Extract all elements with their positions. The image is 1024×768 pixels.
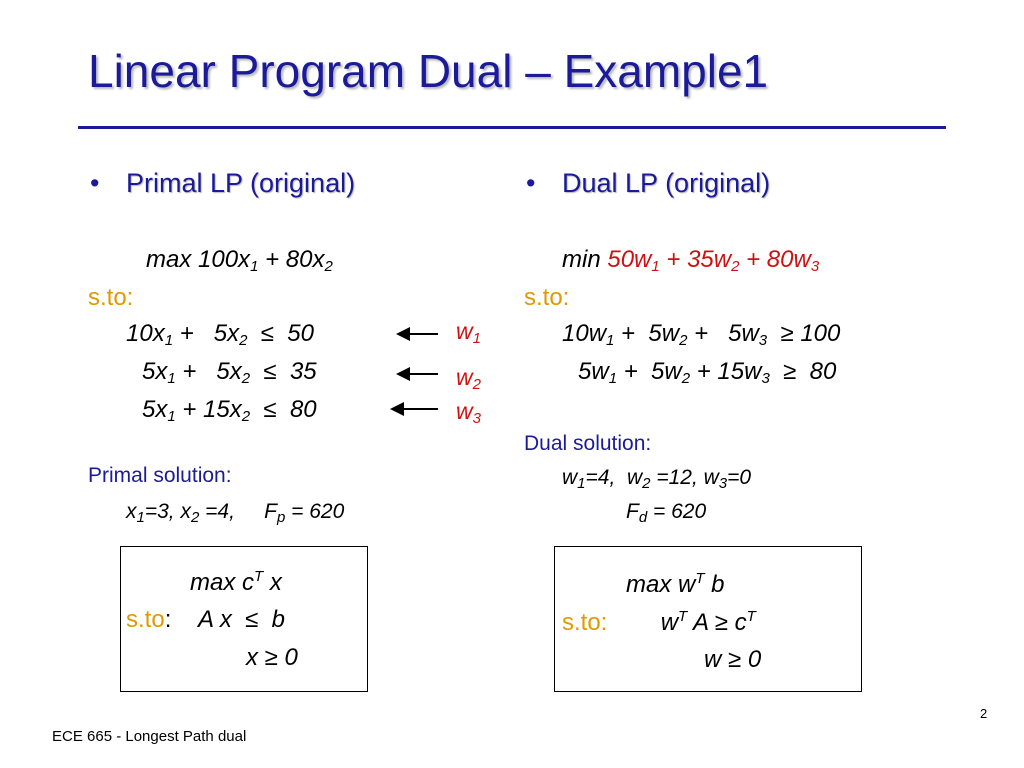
dual-var-w2: $w_2$ bbox=[456, 364, 481, 393]
dual-constraint-1: $10w_1 + 5w_2 + 5w_3 \ge 100$ bbox=[562, 320, 841, 349]
arrow-left-icon bbox=[398, 373, 438, 375]
primal-sto: s.to: bbox=[88, 284, 134, 311]
primal-solution-label: Primal solution: bbox=[88, 464, 232, 487]
dual-heading: Dual LP (original) bbox=[562, 168, 771, 198]
arrow-left-icon bbox=[398, 333, 438, 335]
dual-box-nonneg: w ≥ 0 bbox=[704, 646, 762, 673]
primal-constraint-2: $5x_1 + 5x_2 \le 35$ bbox=[142, 358, 317, 387]
dual-solution-line1: $w_1=4$, $w_2 =12$, $w_3=0$ bbox=[562, 466, 752, 492]
primal-constraint-1: $10x_1 + 5x_2 \le 50$ bbox=[126, 320, 314, 349]
dual-solution-line2: $F_d = 620$ bbox=[626, 500, 707, 526]
dual-box-objective: $\max w^T$ b bbox=[626, 570, 725, 598]
primal-box-objective: $\max c^T$ x bbox=[190, 568, 282, 596]
page-number: 2 bbox=[980, 706, 988, 721]
slide-title: Linear Program Dual – Example1 bbox=[88, 45, 769, 97]
dual-constraint-2: $5w_1 + 5w_2 + 15w_3 \ge 80$ bbox=[578, 358, 837, 387]
primal-objective: $\max 100x_1 + 80x_2$ bbox=[146, 246, 333, 275]
dual-solution-label: Dual solution: bbox=[524, 432, 652, 455]
primal-box-constraint: s.to: A x ≤ b bbox=[126, 606, 286, 633]
dual-sto: s.to: bbox=[524, 284, 570, 311]
dual-box-constraint: s.to: $w^T$ $A \ge c^T$ bbox=[562, 608, 756, 636]
title-underline bbox=[78, 126, 946, 129]
dual-objective: $\min 50w_1 + 35w_2 + 80w_3$ bbox=[562, 246, 820, 275]
primal-solution: $x_1=3$, $x_2 =4$, $F_p = 620$ bbox=[126, 500, 345, 526]
primal-heading: Primal LP (original) bbox=[126, 168, 356, 198]
dual-var-w3: $w_3$ bbox=[456, 398, 481, 427]
dual-var-w1: $w_1$ bbox=[456, 318, 481, 347]
bullet-icon: • bbox=[90, 168, 100, 198]
arrow-left-icon bbox=[392, 408, 438, 410]
primal-box-nonneg: x ≥ 0 bbox=[246, 644, 298, 671]
bullet-icon: • bbox=[526, 168, 536, 198]
primal-constraint-3: $5x_1 + 15x_2 \le 80$ bbox=[142, 396, 317, 425]
footer-text: ECE 665 - Longest Path dual bbox=[52, 728, 247, 745]
